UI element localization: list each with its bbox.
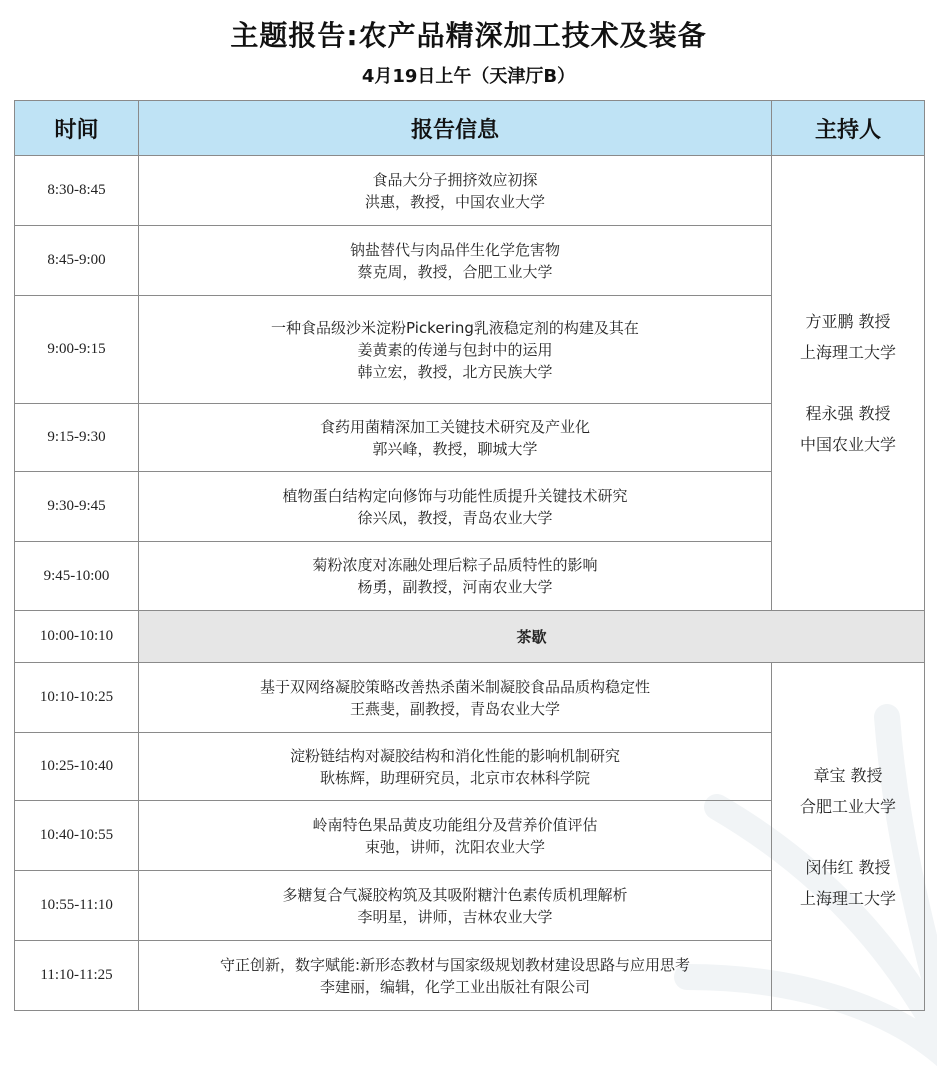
- time-cell: 9:00-9:15: [15, 296, 139, 404]
- report-info-cell: [139, 941, 772, 1011]
- speaker-info: 束弛，讲师，沈阳农业大学: [364, 837, 545, 856]
- host-org: 上海理工大学: [799, 888, 896, 908]
- report-title: 植物蛋白结构定向修饰与功能性质提升关键技术研究: [282, 486, 628, 505]
- report-title: 守正创新，数字赋能:新形态教材与国家级规划教材建设思路与应用思考: [219, 955, 691, 974]
- host-name: 章宝 教授: [813, 765, 883, 785]
- report-info-cell: [139, 156, 772, 226]
- speaker-info: 杨勇，副教授，河南农业大学: [357, 578, 553, 596]
- tea-break-label: 茶歇: [139, 611, 925, 663]
- report-info-cell: [139, 871, 772, 941]
- speaker-info: 耿栋辉，助理研究员，北京市农林科学院: [319, 768, 590, 787]
- page-title: 主题报告:农产品精深加工技术及装备: [230, 19, 707, 52]
- host-org: 合肥工业大学: [799, 796, 896, 816]
- table-row: [15, 663, 925, 733]
- report-title: 岭南特色果品黄皮功能组分及营养价值评估: [312, 815, 598, 834]
- speaker-info: 韩立宏，教授，北方民族大学: [357, 362, 553, 381]
- speaker-info: 洪惠，教授，中国农业大学: [364, 192, 545, 211]
- report-info-cell: [139, 801, 772, 871]
- host-name: 闵伟红 教授: [805, 857, 891, 877]
- time-cell: 9:45-10:00: [15, 542, 139, 611]
- host-cell-session-1: [772, 156, 925, 611]
- time-cell: 10:25-10:40: [15, 733, 139, 801]
- speaker-info: 郭兴峰，教授，聊城大学: [372, 439, 538, 458]
- report-title: 淀粉链结构对凝胶结构和消化性能的影响机制研究: [289, 746, 620, 765]
- report-title: 多糖复合气凝胶构筑及其吸附糖汁色素传质机理解析: [282, 885, 628, 904]
- report-info-cell: [139, 733, 772, 801]
- report-title: 钠盐替代与肉品伴生化学危害物: [349, 240, 560, 259]
- report-info-cell: [139, 663, 772, 733]
- column-header-report-info: 报告信息: [139, 101, 772, 156]
- report-info-cell: [139, 226, 772, 296]
- host-org: 上海理工大学: [799, 343, 896, 362]
- time-cell: 9:15-9:30: [15, 404, 139, 472]
- session-date-location: 4月19日上午（天津厅B）: [361, 66, 576, 87]
- break-time-cell: 10:00-10:10: [15, 611, 139, 663]
- host-name: 方亚鹏 教授: [805, 312, 891, 331]
- report-info-cell: [139, 542, 772, 611]
- host-cell-session-2: [772, 663, 925, 1011]
- speaker-info: 李明星，讲师，吉林农业大学: [357, 907, 553, 926]
- time-cell: 11:10-11:25: [15, 941, 139, 1011]
- speaker-info: 王燕斐，副教授，青岛农业大学: [349, 699, 560, 718]
- report-info-cell: [139, 404, 772, 472]
- time-cell: 8:30-8:45: [15, 156, 139, 226]
- report-info-cell: [139, 296, 772, 404]
- column-header-time: 时间: [15, 101, 139, 156]
- report-title: 基于双网络凝胶策略改善热杀菌米制凝胶食品品质构稳定性: [259, 677, 650, 696]
- time-cell: 10:10-10:25: [15, 663, 139, 733]
- speaker-info: 李建丽，编辑，化学工业出版社有限公司: [319, 977, 590, 996]
- break-row: [15, 611, 925, 663]
- report-title: 食药用菌精深加工关键技术研究及产业化: [319, 417, 590, 436]
- time-cell: 10:40-10:55: [15, 801, 139, 871]
- time-cell: 10:55-11:10: [15, 871, 139, 941]
- time-cell: 9:30-9:45: [15, 472, 139, 542]
- speaker-info: 蔡克周，教授，合肥工业大学: [357, 262, 553, 281]
- table-row: [15, 156, 925, 226]
- report-info-cell: [139, 472, 772, 542]
- schedule-table: [14, 100, 925, 1011]
- report-title: 食品大分子拥挤效应初探: [372, 170, 538, 189]
- speaker-info: 徐兴凤，教授，青岛农业大学: [357, 508, 553, 527]
- column-header-host: 主持人: [772, 101, 925, 156]
- report-title: 菊粉浓度对冻融处理后粽子品质特性的影响: [312, 556, 598, 574]
- report-title-continued: 姜黄素的传递与包封中的运用: [357, 340, 553, 359]
- report-title: 一种食品级沙米淀粉Pickering乳液稳定剂的构建及其在: [271, 318, 639, 337]
- host-org: 中国农业大学: [799, 435, 896, 454]
- table-header-row: [15, 101, 925, 156]
- time-cell: 8:45-9:00: [15, 226, 139, 296]
- host-name: 程永强 教授: [805, 404, 891, 423]
